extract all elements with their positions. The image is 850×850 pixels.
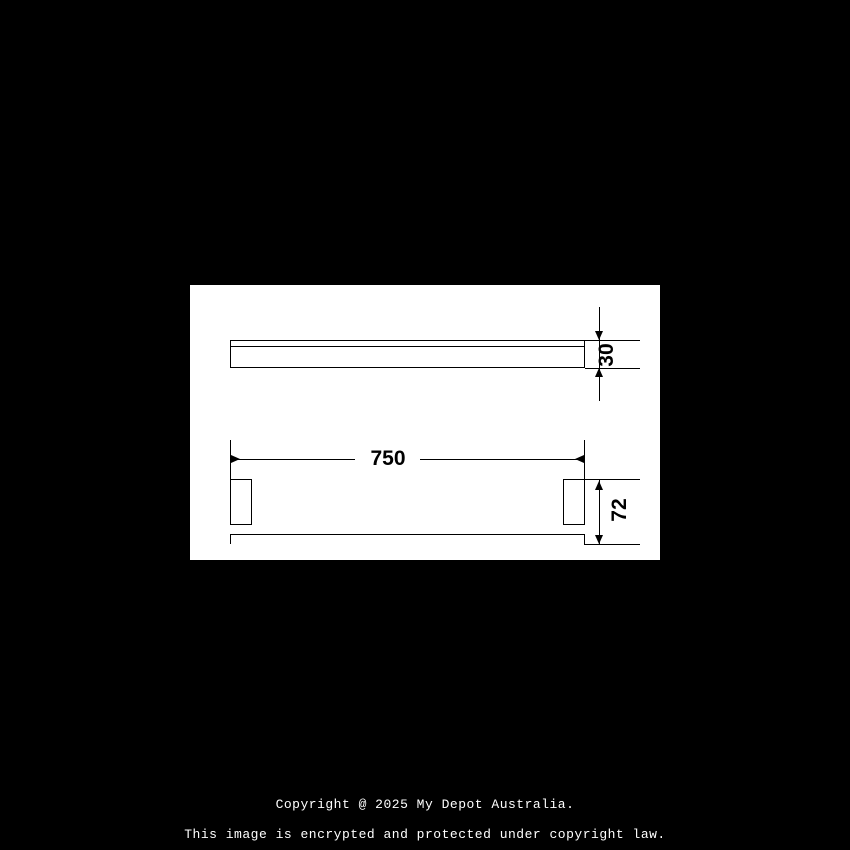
dimension-arrow-750-left [231,455,240,463]
rail-top-edge-line [231,346,584,347]
dimension-line-750-right-segment [420,459,584,460]
dimension-arrow-72-top [595,481,603,490]
wall-post-left [230,479,252,525]
dimension-label-750: 750 [370,447,406,470]
dimension-label-30: 30 [595,343,618,367]
towel-rail-bar-elevation [230,340,585,368]
dimension-arrow-30-top [595,331,603,340]
dimension-arrow-72-bottom [595,535,603,544]
dimension-label-72: 72 [608,498,631,522]
dimension-line-750-left-segment [230,459,355,460]
witness-line-30-top [585,340,640,341]
technical-drawing-panel [190,285,660,560]
witness-line-72-bottom [584,544,640,545]
copyright-line-2: This image is encrypted and protected under copyright law. [184,827,666,842]
towel-rail-bar-plan [230,534,585,544]
copyright-line-1: Copyright @ 2025 My Depot Australia. [275,797,575,812]
dimension-arrow-750-right [575,455,584,463]
witness-line-72-top [584,479,640,480]
witness-line-30-bottom [585,368,640,369]
dimension-arrow-30-bottom [595,368,603,377]
copyright-notice [0,790,850,850]
wall-post-right [563,479,585,525]
